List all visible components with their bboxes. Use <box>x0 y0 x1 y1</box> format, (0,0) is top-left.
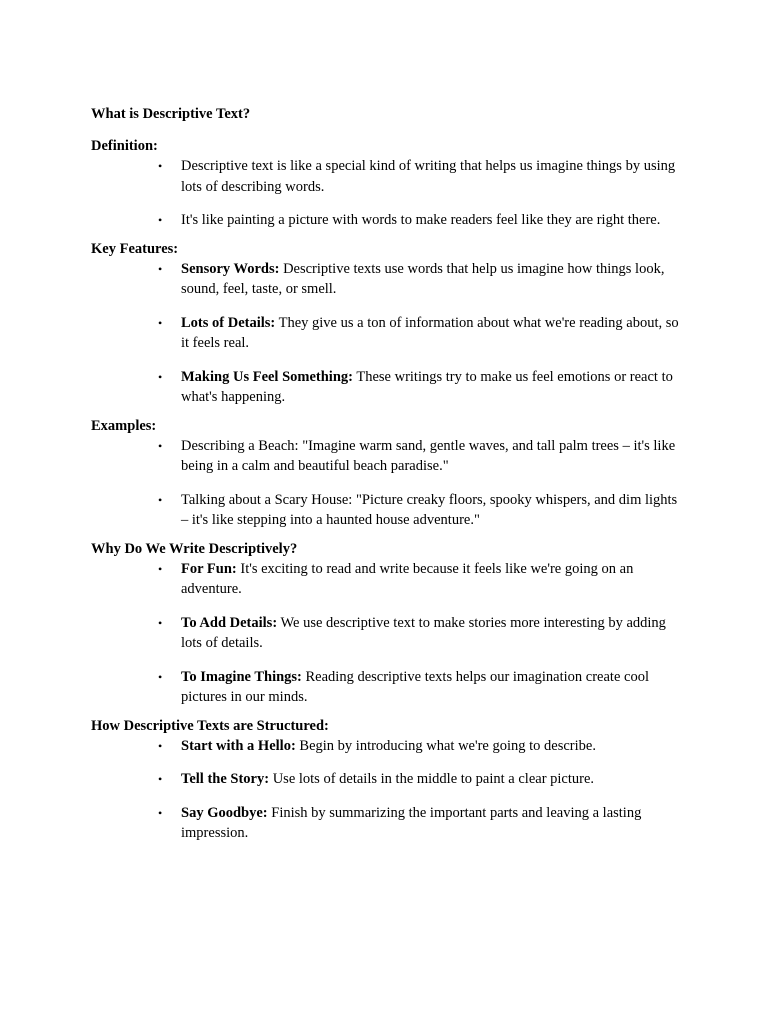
list-item <box>158 613 691 654</box>
bullet-icon: • <box>158 738 163 753</box>
item-text: Talking about a Scary House: "Picture creaky floors, spooky whispers, and dim lights – it's like stepping into a haunted house adventure." <box>181 491 678 528</box>
section-key-features <box>91 239 691 408</box>
list-item <box>158 803 691 844</box>
section-examples <box>91 416 691 531</box>
item-text: They give us a ton of information about what we're reading about, so it feels real. <box>181 314 679 351</box>
list-item <box>158 259 691 300</box>
list-item <box>158 436 691 477</box>
bullet-icon: • <box>158 369 163 384</box>
bullet-list <box>91 156 691 231</box>
bullet-icon: • <box>158 159 163 173</box>
bullet-icon: • <box>158 492 163 507</box>
item-term: Say Goodbye: <box>181 804 268 821</box>
section-heading: Key Features: <box>91 240 179 257</box>
document-page <box>91 104 691 852</box>
item-text: Finish by summarizing the important parts and leaving a lasting impression. <box>181 804 642 841</box>
item-text: Describing a Beach: "Imagine warm sand, gentle waves, and tall palm trees – it's like being in a calm and beautiful beach paradise." <box>181 437 676 474</box>
list-item <box>158 490 691 531</box>
item-text: Descriptive texts use words that help us imagine how things look, sound, feel, taste, or smell. <box>181 260 665 297</box>
list-item <box>158 736 691 757</box>
item-term: For Fun: <box>181 560 237 577</box>
list-item <box>158 156 691 197</box>
list-item <box>158 559 691 600</box>
bullet-list <box>91 736 691 844</box>
list-item <box>158 769 691 790</box>
item-term: Tell the Story: <box>181 771 270 787</box>
list-item <box>158 210 691 231</box>
item-text: Begin by introducing what we're going to describe. <box>295 737 596 754</box>
bullet-icon: • <box>158 315 163 330</box>
section-heading: Definition: <box>91 138 158 154</box>
item-text: Reading descriptive texts helps our imagination create cool pictures in our minds. <box>181 668 649 705</box>
item-term: Sensory Words: <box>181 260 280 277</box>
item-term: Start with a Hello: <box>181 737 296 754</box>
item-term: To Add Details: <box>181 614 278 631</box>
item-text: We use descriptive text to make stories more interesting by adding lots of details. <box>181 614 666 651</box>
section-why-write <box>91 539 691 708</box>
item-term: Lots of Details: <box>181 314 276 331</box>
section-structure <box>91 716 691 844</box>
bullet-icon: • <box>158 772 163 786</box>
section-heading: Examples: <box>91 417 157 434</box>
bullet-icon: • <box>158 805 163 820</box>
bullet-icon: • <box>158 438 163 453</box>
list-item <box>158 667 691 708</box>
list-item <box>158 367 691 408</box>
bullet-icon: • <box>158 615 163 630</box>
bullet-icon: • <box>158 669 163 684</box>
document-title: What is Descriptive Text? <box>91 106 251 122</box>
item-text: It's exciting to read and write because it feels like we're going on an adventure. <box>181 560 634 597</box>
section-heading: Why Do We Write Descriptively? <box>91 540 298 557</box>
section-heading: How Descriptive Texts are Structured: <box>91 717 329 734</box>
item-term: To Imagine Things: <box>181 668 302 685</box>
item-text: Descriptive text is like a special kind of writing that helps us imagine things by using lots of describing words. <box>181 158 676 195</box>
bullet-list <box>91 559 691 708</box>
bullet-icon: • <box>158 561 163 576</box>
section-definition <box>91 136 691 231</box>
bullet-icon: • <box>158 261 163 276</box>
item-term: Making Us Feel Something: <box>181 368 353 385</box>
item-text: It's like painting a picture with words to make readers feel like they are right there. <box>181 212 661 228</box>
bullet-list <box>91 436 691 531</box>
item-text: These writings try to make us feel emotions or react to what's happening. <box>181 368 673 405</box>
bullet-icon: • <box>158 213 163 227</box>
bullet-list <box>91 259 691 408</box>
item-text: Use lots of details in the middle to paint a clear picture. <box>269 771 595 787</box>
list-item <box>158 313 691 354</box>
